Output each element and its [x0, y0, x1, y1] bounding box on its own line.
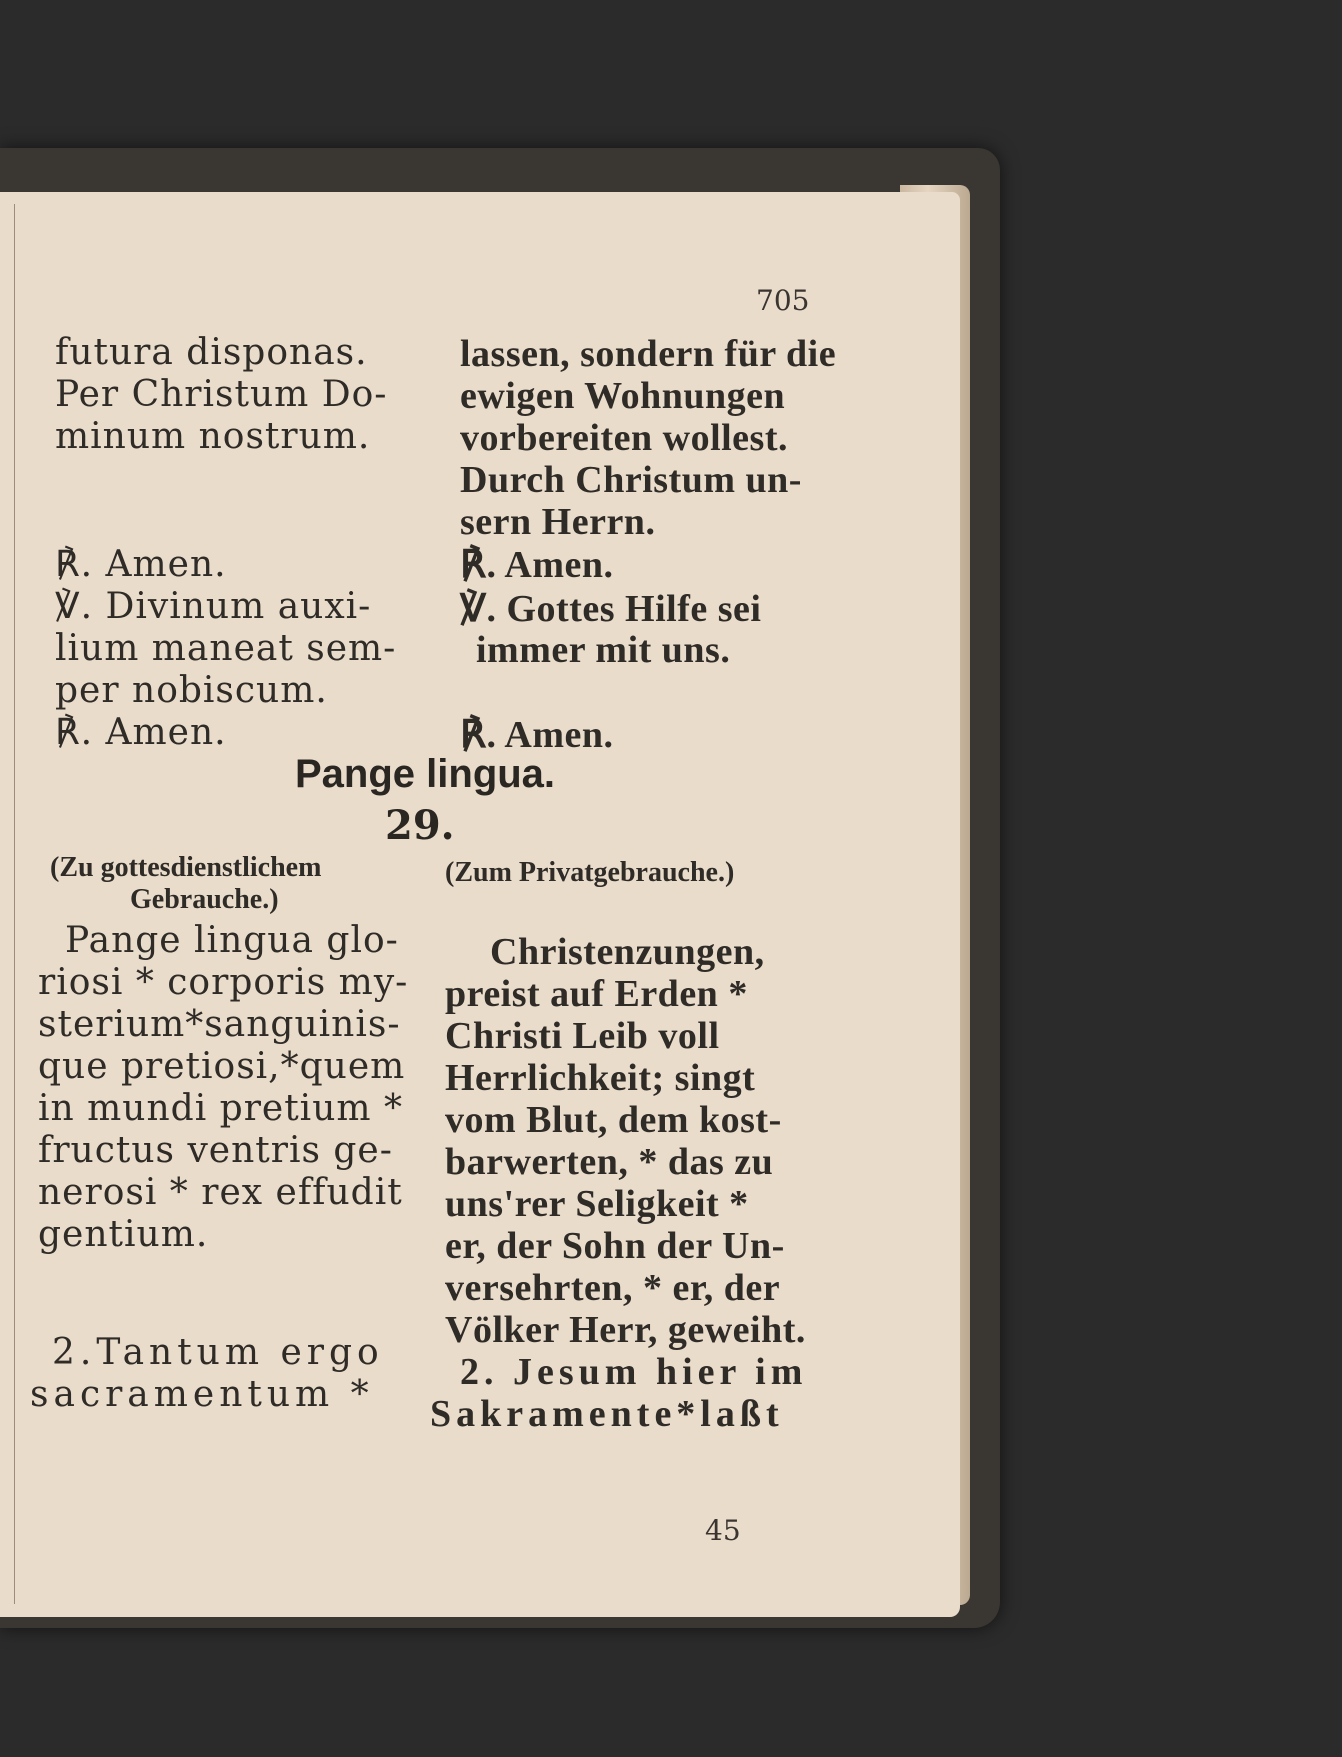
latin-line: ℣. Divinum auxi-	[55, 586, 372, 627]
left-subheading: Gebrauche.)	[130, 884, 279, 915]
latin-line: ℟. Amen.	[55, 544, 227, 585]
latin-hymn-line: in mundi pretium *	[38, 1088, 403, 1129]
german-line: ℟. Amen.	[460, 714, 614, 756]
german-line: immer mit uns.	[476, 629, 731, 671]
german-hymn-line: Herrlichkeit; singt	[445, 1057, 756, 1099]
latin-line: ℟. Amen.	[55, 712, 227, 753]
latin-hymn-line: 2.Tantum ergo	[52, 1332, 384, 1373]
latin-line: per nobiscum.	[55, 670, 328, 711]
right-subheading: (Zum Privatgebrauche.)	[445, 857, 735, 888]
german-line: lassen, sondern für die	[460, 333, 837, 375]
latin-line: minum nostrum.	[55, 416, 371, 457]
section-number: 29.	[385, 802, 455, 849]
latin-hymn-line: sacramentum *	[30, 1374, 374, 1415]
german-hymn-line: preist auf Erden *	[445, 973, 748, 1015]
german-line: Durch Christum un-	[460, 459, 802, 501]
latin-hymn-line: sterium*sanguinis-	[38, 1004, 401, 1045]
spine-line	[14, 204, 15, 1604]
left-subheading: (Zu gottesdienstlichem	[50, 852, 322, 883]
german-hymn-line: Sakramente*laßt	[430, 1393, 784, 1435]
latin-hymn-line: que pretiosi,*quem	[38, 1046, 406, 1087]
latin-hymn-line: fructus ventris ge-	[38, 1130, 393, 1171]
book-page	[0, 192, 960, 1617]
german-hymn-line: Christenzungen,	[490, 931, 765, 973]
german-hymn-line: Völker Herr, geweiht.	[445, 1309, 806, 1351]
latin-hymn-line: nerosi * rex effudit	[38, 1172, 403, 1213]
german-hymn-line: uns'rer Seligkeit *	[445, 1183, 749, 1225]
german-line: ewigen Wohnungen	[460, 375, 786, 417]
german-hymn-line: Christi Leib voll	[445, 1015, 720, 1057]
german-hymn-line: 2. Jesum hier im	[460, 1351, 808, 1393]
german-line: sern Herrn.	[460, 501, 656, 543]
german-hymn-line: barwerten, * das zu	[445, 1141, 774, 1183]
latin-line: futura disponas.	[55, 332, 368, 373]
german-hymn-line: versehrten, * er, der	[445, 1267, 781, 1309]
german-line: vorbereiten wollest.	[460, 417, 788, 459]
latin-hymn-line: gentium.	[38, 1214, 209, 1255]
section-title: Pange lingua.	[295, 752, 556, 796]
latin-line: Per Christum Do-	[55, 374, 388, 415]
german-line: ℣. Gottes Hilfe sei	[460, 588, 762, 630]
german-hymn-line: er, der Sohn der Un-	[445, 1225, 785, 1267]
latin-line: lium maneat sem-	[55, 628, 397, 669]
signature-mark: 45	[705, 1514, 741, 1547]
latin-hymn-line: riosi * corporis my-	[38, 962, 409, 1003]
page-number: 705	[756, 284, 810, 317]
german-hymn-line: vom Blut, dem kost-	[445, 1099, 782, 1141]
latin-hymn-line: Pange lingua glo-	[65, 920, 399, 961]
german-line: ℟. Amen.	[460, 544, 614, 586]
